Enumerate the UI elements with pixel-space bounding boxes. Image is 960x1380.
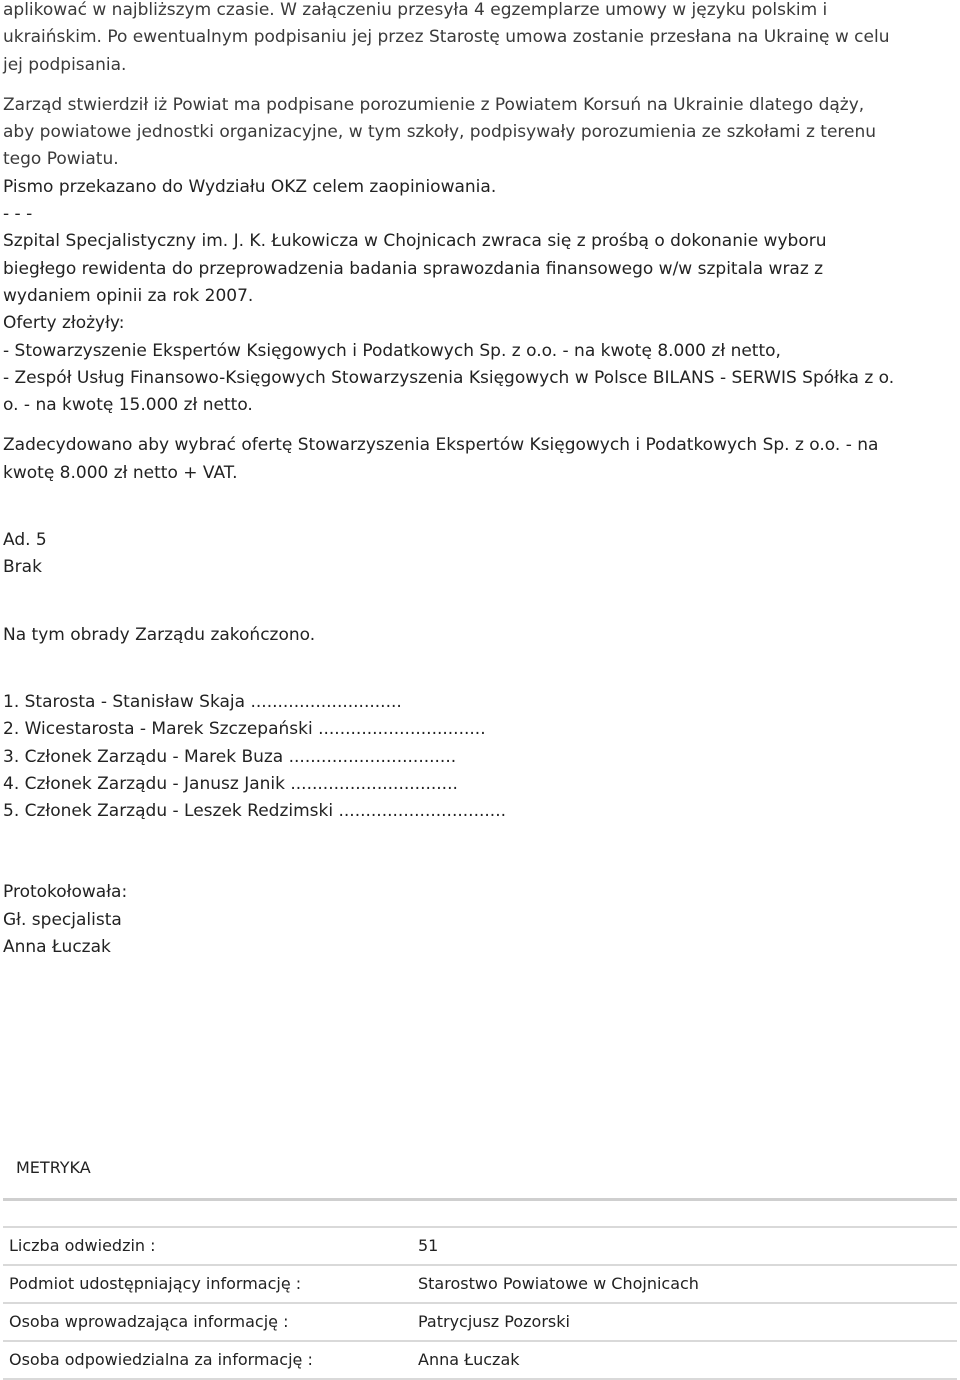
metryka-value: Starostwo Powiatowe w Chojnicach (418, 1274, 699, 1293)
metryka-value: Patrycjusz Pozorski (418, 1312, 570, 1331)
text-line: tego Powiatu. (3, 149, 119, 170)
metryka-key: Liczba odwiedzin : (9, 1236, 156, 1255)
metryka-table (3, 1226, 957, 1380)
metryka-section (3, 1154, 957, 1201)
signature-line: 1. Starosta - Stanisław Skaja ............................ (3, 691, 402, 712)
document-body (3, 0, 957, 961)
text-line: ukraińskim. Po ewentualnym podpisaniu jej przez Starostę umowa zostanie przesłana na Ukrainę w celu (3, 27, 890, 48)
signature-line: 4. Członek Zarządu - Janusz Janik ............................... (3, 773, 458, 794)
offer-item-cont: o. - na kwotę 15.000 zł netto. (3, 395, 253, 416)
paragraph-decision (3, 432, 957, 487)
text-line: Szpital Specjalistyczny im. J. K. Łukowicza w Chojnicach zwraca się z prośbą o dokonanie wyboru (3, 231, 827, 252)
paragraph-board-statement (3, 92, 957, 420)
metryka-title: METRYKA (16, 1158, 91, 1177)
text-line: Gł. specjalista (3, 909, 122, 930)
paragraph-agreement-intro (3, 0, 957, 79)
closing-statement: Na tym obrady Zarządu zakończono. (3, 624, 316, 645)
metryka-key: Podmiot udostępniający informację : (9, 1274, 302, 1293)
text-line: Pismo przekazano do Wydziału OKZ celem zaopiniowania. (3, 176, 497, 197)
text-line: aby powiatowe jednostki organizacyjne, w tym szkoły, podpisywały porozumienia ze szkołami z terenu (3, 122, 877, 143)
separator-text: - - - (3, 204, 33, 225)
text-line: aplikować w najbliższym czasie. W załączeniu przesyła 4 egzemplarze umowy w języku polskim i (3, 0, 828, 20)
metryka-key: Osoba wprowadzająca informację : (9, 1312, 289, 1331)
signature-list (3, 689, 957, 825)
text-line: Zarząd stwierdził iż Powiat ma podpisane porozumienie z Powiatem Korsuń na Ukrainie dlatego dąży, (3, 94, 865, 115)
metryka-value: Anna Łuczak (418, 1350, 520, 1369)
text-line: Anna Łuczak (3, 937, 111, 958)
metryka-row (3, 1266, 957, 1304)
metryka-value: 51 (418, 1236, 439, 1255)
metryka-row (3, 1304, 957, 1342)
text-line: Protokołowała: (3, 882, 128, 903)
text-line: Zadecydowano aby wybrać ofertę Stowarzyszenia Ekspertów Księgowych i Podatkowych Sp. z o.o. - na (3, 435, 879, 456)
offer-item: - Stowarzyszenie Ekspertów Księgowych i Podatkowych Sp. z o.o. - na kwotę 8.000 zł netto, (3, 340, 781, 361)
signature-line: 5. Członek Zarządu - Leszek Redzimski ............................... (3, 801, 507, 822)
text-line: Brak (3, 557, 42, 578)
signature-line: 3. Członek Zarządu - Marek Buza ............................... (3, 746, 457, 767)
protocol-author (3, 879, 957, 961)
divider (3, 1198, 957, 1201)
section-heading: Ad. 5 (3, 530, 47, 551)
section-ad5 (3, 527, 957, 582)
offers-heading: Oferty złożyły: (3, 313, 125, 334)
metryka-row (3, 1226, 957, 1266)
offer-item: - Zespół Usług Finansowo-Księgowych Stowarzyszenia Księgowych w Polsce BILANS - SERWIS Spółka z o. (3, 367, 895, 388)
metryka-row (3, 1342, 957, 1380)
metryka-key: Osoba odpowiedzialna za informację : (9, 1350, 313, 1369)
signature-line: 2. Wicestarosta - Marek Szczepański ............................... (3, 719, 486, 740)
text-line: jej podpisania. (3, 54, 127, 75)
text-line: kwotę 8.000 zł netto + VAT. (3, 462, 238, 483)
text-line: wydaniem opinii za rok 2007. (3, 285, 254, 306)
text-line: biegłego rewidenta do przeprowadzenia badania sprawozdania finansowego w/w szpitala wraz z (3, 258, 824, 279)
